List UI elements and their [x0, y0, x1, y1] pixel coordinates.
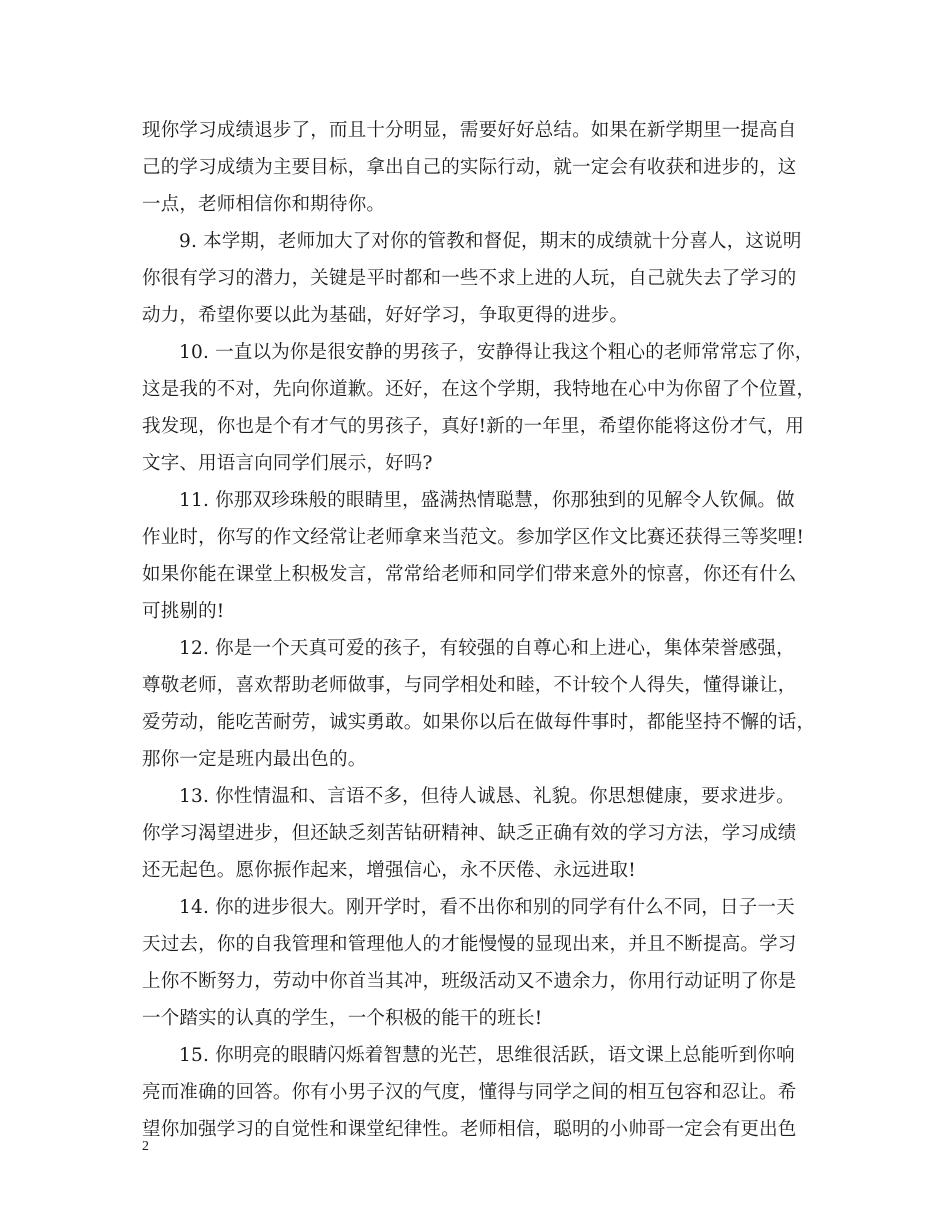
paragraph-14-first-line: 14. 你的进步很大。刚开学时，看不出你和别的同学有什么不同，日子一天	[179, 897, 795, 918]
text-line: 还无起色。愿你振作起来，增强信心，永不厌倦、永远进取!	[142, 860, 636, 881]
text-line: 作业时，你写的作文经常让老师拿来当范文。参加学区作文比赛还获得三等奖哩!	[142, 527, 805, 548]
text-line: 如果你能在课堂上积极发言，常常给老师和同学们带来意外的惊喜，你还有什么	[142, 564, 797, 585]
text-line: 望你加强学习的自觉性和课堂纪律性。老师相信，聪明的小帅哥一定会有更出色	[142, 1119, 797, 1140]
text-line: 一点，老师相信你和期待你。	[142, 194, 386, 215]
text-line: 动力，希望你要以此为基础，好好学习，争取更得的进步。	[142, 305, 629, 326]
paragraph-15-first-line: 15. 你明亮的眼睛闪烁着智慧的光芒，思维很活跃，语文课上总能听到你响	[179, 1045, 795, 1066]
text-line: 文字、用语言向同学们展示，好吗?	[142, 453, 433, 474]
text-line: 你学习渴望进步，但还缺乏刻苦钻研精神、缺乏正确有效的学习方法，学习成绩	[142, 823, 797, 844]
text-line: 这是我的不对，先向你道歉。还好，在这个学期，我特地在心中为你留了个位置，	[142, 379, 816, 400]
text-line: 我发现，你也是个有才气的男孩子，真好!新的一年里，希望你能将这份才气，用	[142, 416, 805, 437]
paragraph-10-first-line: 10. 一直以为你是很安静的男孩子，安静得让我这个粗心的老师常常忘了你，	[179, 342, 814, 363]
paragraph-11-first-line: 11. 你那双珍珠般的眼睛里，盛满热情聪慧，你那独到的见解令人钦佩。做	[179, 490, 795, 511]
text-line: 尊敬老师，喜欢帮助老师做事，与同学相处和睦，不计较个人得失，懂得谦让，	[142, 675, 797, 696]
page-number: 2	[142, 1139, 149, 1154]
paragraph-9-first-line: 9. 本学期，老师加大了对你的管教和督促，期末的成绩就十分喜人，这说明	[179, 231, 802, 252]
text-line: 亮而准确的回答。你有小男子汉的气度，懂得与同学之间的相互包容和忍让。希	[142, 1082, 797, 1103]
text-line: 一个踏实的认真的学生，一个积极的能干的班长!	[142, 1008, 543, 1029]
paragraph-13-first-line: 13. 你性情温和、言语不多，但待人诚恳、礼貌。你思想健康，要求进步。	[179, 786, 795, 807]
text-line: 爱劳动，能吃苦耐劳，诚实勇敢。如果你以后在做每件事时，都能坚持不懈的话，	[142, 712, 816, 733]
text-line: 你很有学习的潜力，关键是平时都和一些不求上进的人玩，自己就失去了学习的	[142, 268, 797, 289]
text-line: 天过去，你的自我管理和管理他人的才能慢慢的显现出来，并且不断提高。学习	[142, 934, 797, 955]
text-line: 那你一定是班内最出色的。	[142, 749, 367, 770]
text-line: 可挑剔的!	[142, 601, 225, 622]
paragraph-12-first-line: 12. 你是一个天真可爱的孩子，有较强的自尊心和上进心，集体荣誉感强，	[179, 638, 795, 659]
text-line: 上你不断努力，劳动中你首当其冲，班级活动又不遗余力，你用行动证明了你是	[142, 971, 797, 992]
text-line: 己的学习成绩为主要目标，拿出自己的实际行动，就一定会有收获和进步的，这	[142, 157, 797, 178]
document-body	[142, 112, 832, 1148]
text-line: 现你学习成绩退步了，而且十分明显，需要好好总结。如果在新学期里一提高自	[142, 120, 797, 141]
